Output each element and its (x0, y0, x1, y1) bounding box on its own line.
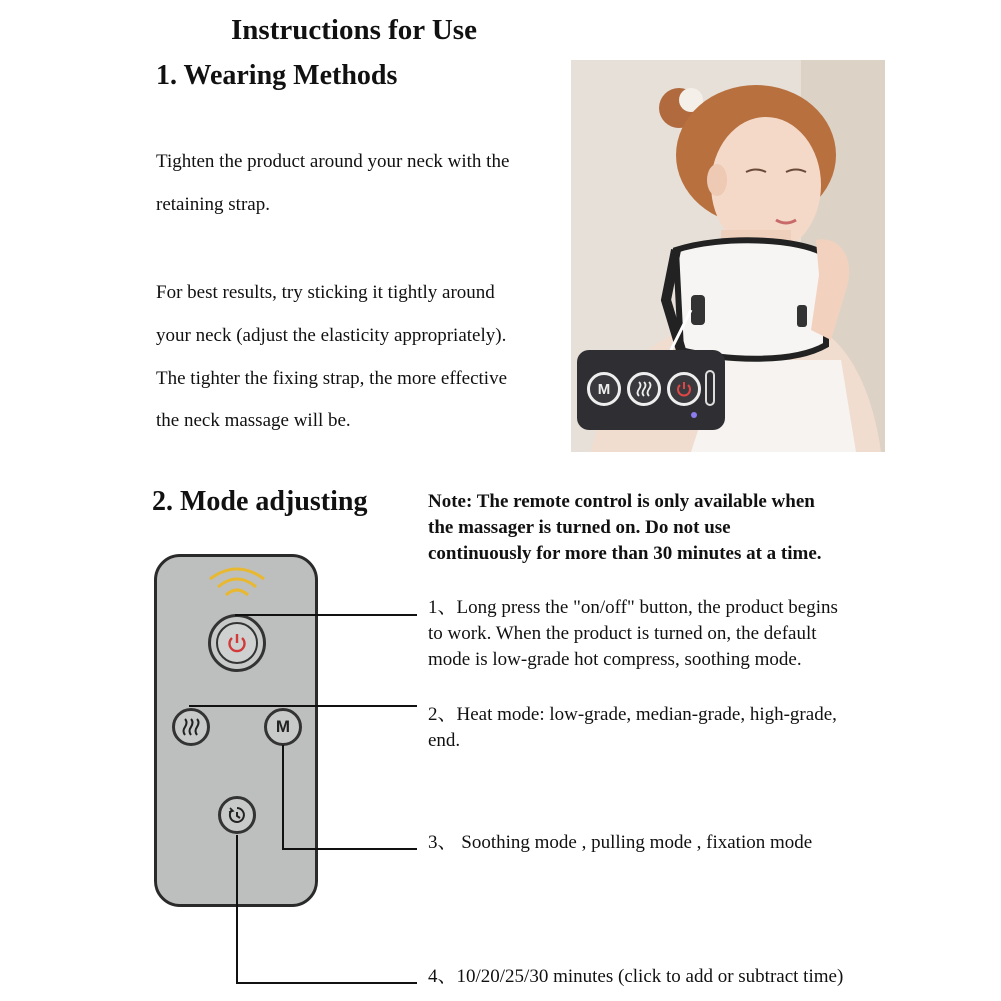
step-3: 3、 Soothing mode , pulling mode , fixation mode (428, 832, 813, 853)
step-1 (428, 595, 838, 673)
note-line: Note: The remote control is only available when (428, 491, 815, 512)
section-wearing-heading: 1. Wearing Methods (156, 60, 398, 91)
text-line: retaining strap. (156, 193, 270, 215)
product-photo (571, 60, 885, 452)
charging-port-icon (705, 370, 715, 406)
text-line: Tighten the product around your neck with the (156, 151, 510, 172)
wireless-signal-icon (202, 563, 272, 599)
power-icon (675, 380, 693, 398)
step-line: 2、Heat mode: low-grade, median-grade, high-grade, (428, 704, 837, 725)
step-line: mode is low-grade hot compress, soothing mode. (428, 649, 802, 670)
text-line: your neck (adjust the elasticity appropriately). (156, 324, 507, 346)
panel-heat-button (627, 372, 661, 406)
step-4: 4、10/20/25/30 minutes (click to add or subtract time) (428, 966, 844, 987)
text-line: the neck massage will be. (156, 410, 351, 432)
step-line: end. (428, 730, 461, 751)
power-icon (226, 632, 248, 654)
note-line: continuously for more than 30 minutes at a time. (428, 543, 822, 564)
remote-note (428, 489, 908, 567)
panel-mode-label: M (597, 380, 611, 398)
step-2 (428, 702, 837, 754)
heat-icon (635, 380, 653, 398)
text-line: For best results, try sticking it tightly around (156, 282, 495, 303)
mode-button-label: M (275, 717, 291, 736)
wearing-paragraph-2 (156, 282, 507, 433)
remote-timer-button[interactable] (218, 796, 256, 834)
remote-control (154, 554, 318, 907)
wearing-paragraph-1 (156, 151, 509, 217)
heat-icon (181, 717, 201, 737)
page-title: Instructions for Use (231, 14, 477, 46)
remote-heat-button[interactable] (172, 708, 210, 746)
indicator-light-icon (691, 412, 697, 418)
text-line: The tighter the fixing strap, the more effective (156, 367, 508, 389)
remote-power-button[interactable] (208, 614, 266, 672)
panel-power-button (667, 372, 701, 406)
step-line: 1、Long press the "on/off" button, the product begins (428, 597, 838, 618)
section-mode-heading: 2. Mode adjusting (152, 486, 368, 517)
timer-icon (227, 805, 247, 825)
remote-mode-button[interactable] (264, 708, 302, 746)
note-line: the massager is turned on. Do not use (428, 517, 731, 538)
panel-mode-button (587, 372, 621, 406)
step-line: to work. When the product is turned on, the default (428, 623, 817, 644)
